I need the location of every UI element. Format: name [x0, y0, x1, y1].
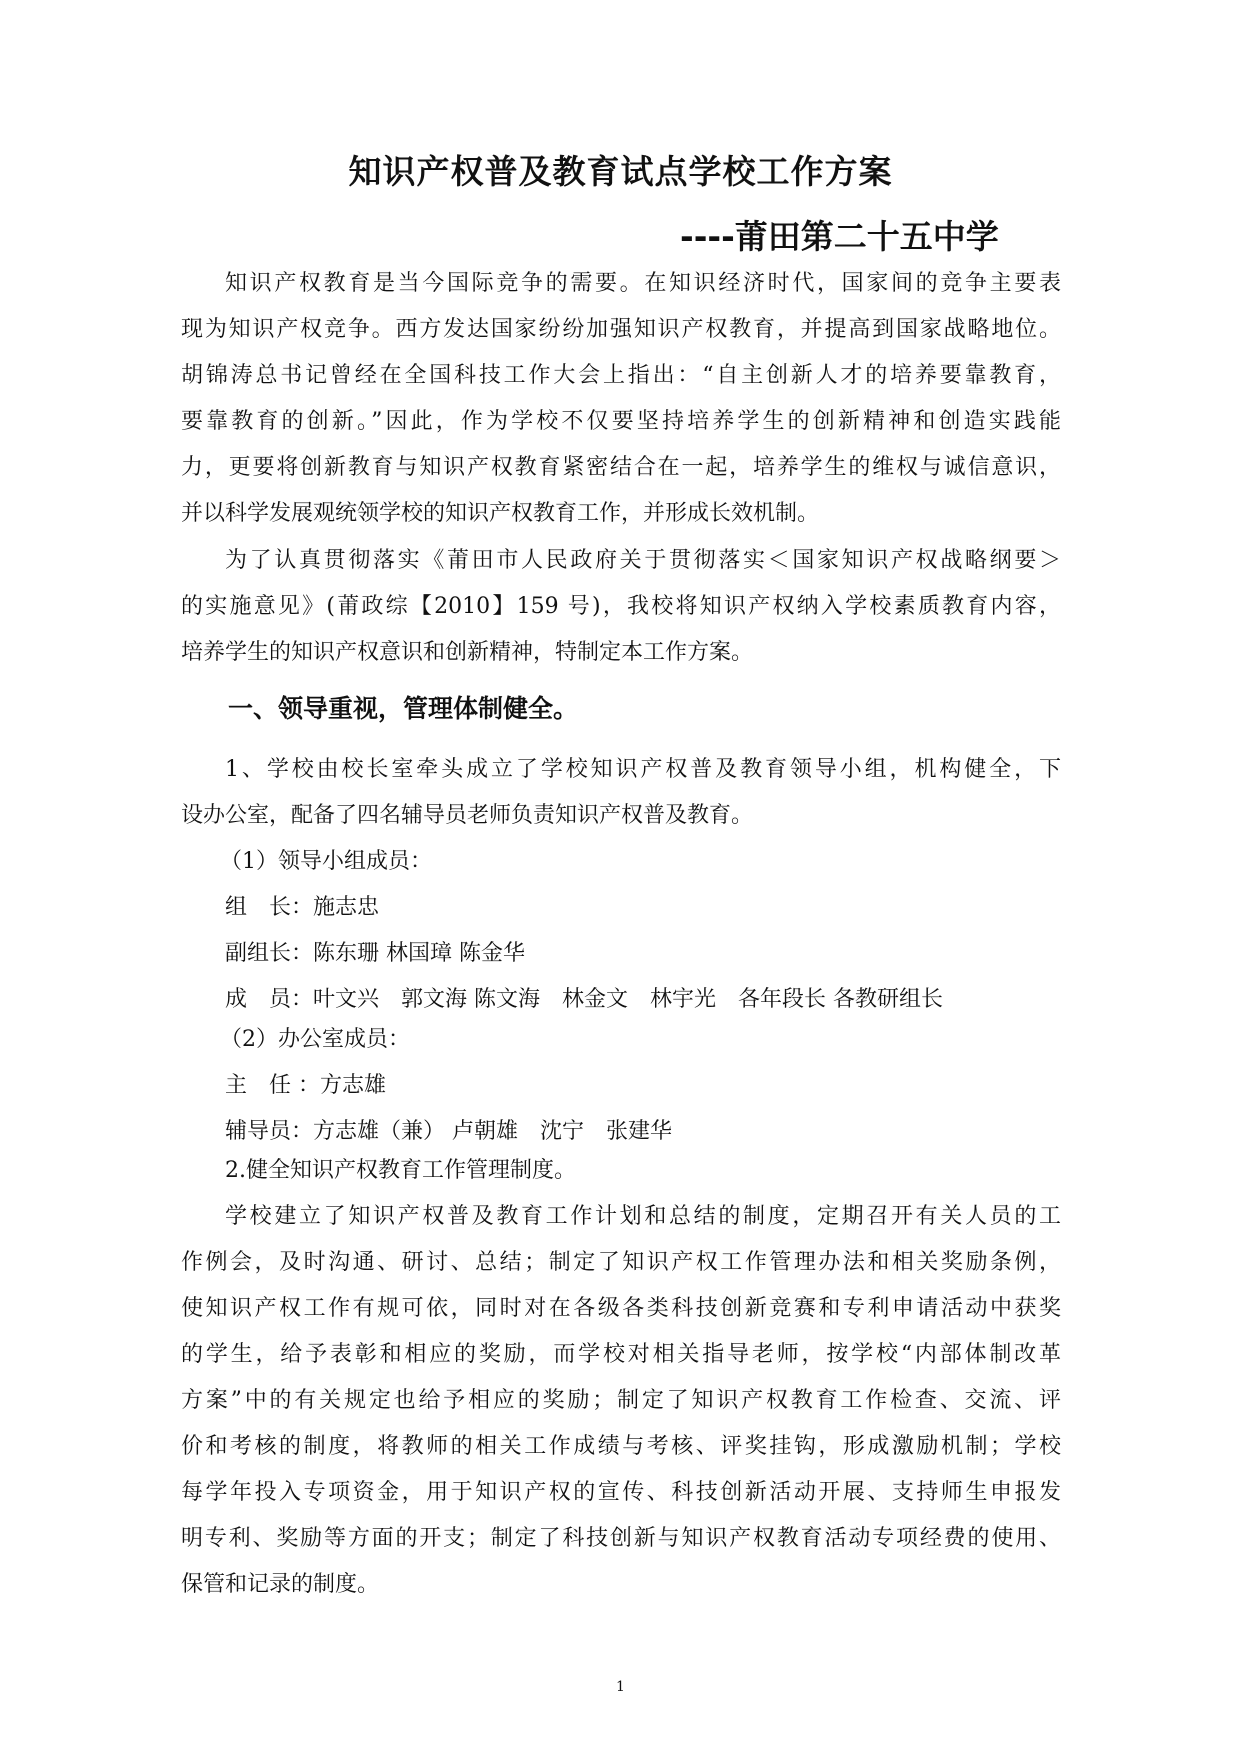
document-subtitle: ----莆田第二十五中学: [680, 217, 999, 256]
page-number: 1: [616, 1679, 625, 1695]
document-title: 知识产权普及教育试点学校工作方案: [348, 152, 893, 191]
office-title: （2）办公室成员：: [220, 1027, 410, 1052]
paragraph-line: 作例会，及时沟通、研讨、总结；制定了知识产权工作管理办法和相关奖励条例，: [181, 1250, 1061, 1275]
paragraph-line: 并以科学发展观统领学校的知识产权教育工作，并形成长效机制。: [181, 501, 820, 526]
paragraph-line: 为了认真贯彻落实《莆田市人民政府关于贯彻落实＜国家知识产权战略纲要＞: [225, 548, 1061, 573]
group-title: （1）领导小组成员：: [220, 849, 432, 874]
paragraph-line: 的学生，给予表彰和相应的奖励，而学校对相关指导老师，按学校“内部体制改革: [181, 1342, 1061, 1367]
director-line: 主 任 ：方志雄: [225, 1073, 386, 1098]
paragraph-line: 学校建立了知识产权普及教育工作计划和总结的制度，定期召开有关人员的工: [225, 1204, 1061, 1229]
paragraph-line: 1、学校由校长室牵头成立了学校知识产权普及教育领导小组，机构健全，下: [225, 757, 1061, 782]
paragraph-line: 明专利、奖励等方面的开支；制定了科技创新与知识产权教育活动专项经费的使用、: [181, 1526, 1061, 1551]
paragraph-line: 使知识产权工作有规可依，同时对在各级各类科技创新竞赛和专利申请活动中获奖: [181, 1296, 1061, 1321]
counselors-line: 辅导员：方志雄（兼） 卢朝雄 沈宁 张建华: [225, 1119, 672, 1144]
paragraph-line: 现为知识产权竞争。西方发达国家纷纷加强知识产权教育，并提高到国家战略地位。: [181, 317, 1061, 342]
paragraph-line: 方案”中的有关规定也给予相应的奖励；制定了知识产权教育工作检查、交流、评: [181, 1388, 1061, 1413]
paragraph-line: 胡锦涛总书记曾经在全国科技工作大会上指出：“自主创新人才的培养要靠教育，: [181, 363, 1061, 388]
paragraph-line: 设办公室，配备了四名辅导员老师负责知识产权普及教育。: [181, 803, 754, 828]
paragraph-line: 保管和记录的制度。: [181, 1572, 380, 1597]
leader-line: 组 长：施志忠: [225, 895, 380, 920]
paragraph-line: 每学年投入专项资金，用于知识产权的宣传、科技创新活动开展、支持师生申报发: [181, 1480, 1061, 1505]
paragraph-line: 要靠教育的创新。”因此，作为学校不仅要坚持培养学生的创新精神和创造实践能: [181, 409, 1061, 434]
item2-heading: 2.健全知识产权教育工作管理制度。: [225, 1158, 576, 1183]
paragraph-line: 的实施意见》(莆政综【2010】159 号)，我校将知识产权纳入学校素质教育内容，: [181, 594, 1061, 619]
section-heading: 一、领导重视，管理体制健全。: [228, 694, 579, 723]
paragraph-line: 知识产权教育是当今国际竞争的需要。在知识经济时代，国家间的竞争主要表: [225, 271, 1061, 296]
members-line: 成 员：叶文兴 郭文海 陈文海 林金文 林宇光 各年段长 各教研组长: [225, 987, 943, 1012]
paragraph-line: 培养学生的知识产权意识和创新精神，特制定本工作方案。: [181, 640, 754, 665]
paragraph-line: 力，更要将创新教育与知识产权教育紧密结合在一起，培养学生的维权与诚信意识，: [181, 455, 1061, 480]
paragraph-line: 价和考核的制度，将教师的相关工作成绩与考核、评奖挂钩，形成激励机制；学校: [181, 1434, 1061, 1459]
deputy-line: 副组长：陈东珊 林国璋 陈金华: [225, 941, 525, 966]
